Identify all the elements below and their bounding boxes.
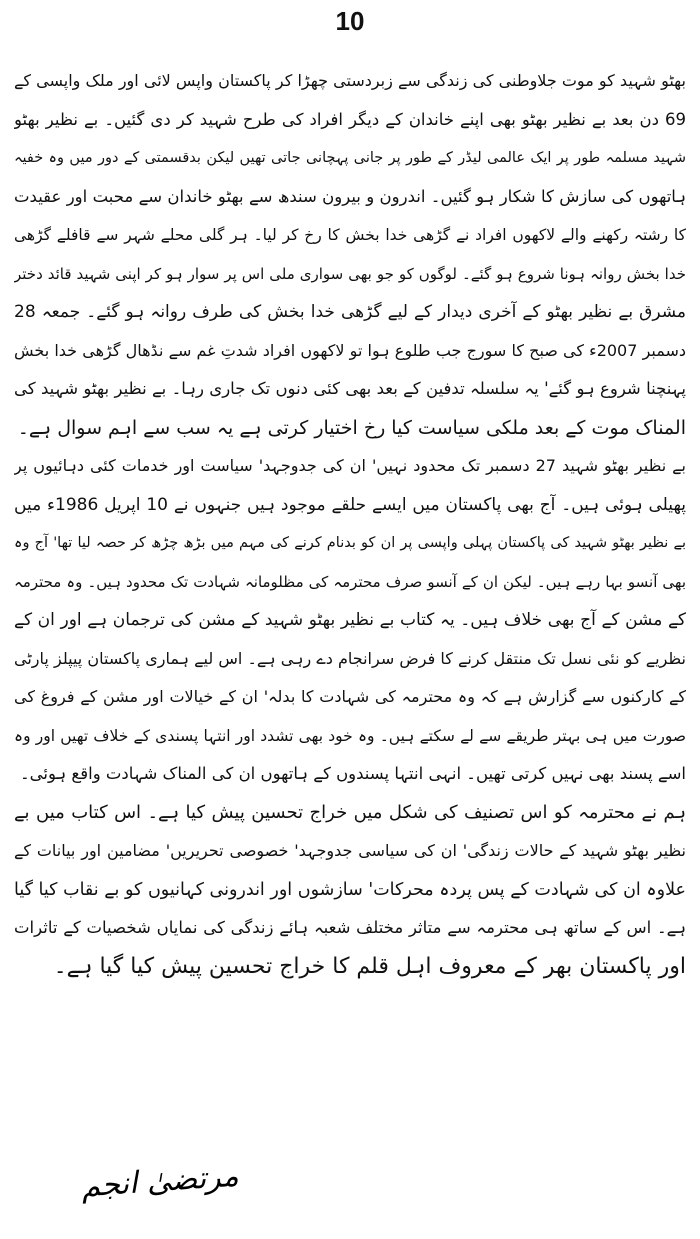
author-signature: مرتضیٰ انجم <box>80 1158 240 1205</box>
text-line: بے نظیر بھٹو شہید 27 دسمبر تک محدود نہیں' ان کی جدوجہد' سیاست اور خدمات کئی دہائیوں پر <box>14 456 686 475</box>
text-line: نظریے کو نئی نسل تک منتقل کرنے کا فرض سرانجام دے رہی ہے۔ اس لیے ہماری پاکستان پیپلز پارٹی <box>14 648 686 668</box>
text-line: ہم نے محترمہ کو اس تصنیف کی شکل میں خراج تحسین پیش کیا ہے۔ اس کتاب میں بے <box>14 801 686 823</box>
text-line: بھٹو شہید کو موت جلاوطنی کی زندگی سے زبردستی چھڑا کر پاکستان واپس لائی اور ملک واپسی کے <box>14 71 686 90</box>
text-line: شہید مسلمہ طور پر ایک عالمی لیڈر کے طور پر جانی پہچانی جاتی تھیں لیکن بدقسمتی کے دور میں وہ خفیہ <box>14 150 686 166</box>
text-line: کا رشتہ رکھنے والے لاکھوں افراد نے گڑھی خدا بخش کا رخ کر لیا۔ ہر گلی محلے شہر سے قافلے گڑھی <box>14 226 686 244</box>
text-line: المناک موت کے بعد ملکی سیاست کیا رخ اختیار کرتی ہے یہ سب سے اہم سوال ہے۔ <box>17 416 686 439</box>
text-line: پھیلی ہوئی ہیں۔ آج بھی پاکستان میں ایسے حلقے موجود ہیں جنہوں نے 10 اپریل 1986ء میں <box>14 494 686 515</box>
text-line: بھی آنسو بہا رہے ہیں۔ لیکن ان کے آنسو صرف محترمہ کی مظلومانہ شہادت تک محدود ہیں۔ وہ محترمہ <box>14 572 686 591</box>
text-line: ہے۔ اس کے ساتھ ہی محترمہ سے متاثر مختلف شعبہ ہائے زندگی کی نمایاں شخصیات کے تاثرات <box>14 918 686 937</box>
text-line: دسمبر 2007ء کی صبح کا سورج جب طلوع ہوا تو لاکھوں افراد شدتِ غم سے نڈھال گڑھی خدا بخش <box>14 340 686 360</box>
text-line: کے کارکنوں سے گزارش ہے کہ وہ محترمہ کی شہادت کا بدلہ' ان کے خیالات اور مشن کے فروغ کی <box>14 687 686 706</box>
text-line: 69 دن بعد بے نظیر بھٹو بھی اپنے خاندان کے دیگر افراد کی طرح شہید کر دی گئیں۔ بے نظیر بھٹو <box>14 109 686 129</box>
text-line: بے نظیر بھٹو شہید کی پاکستان پہلی واپسی پر ان کو بدنام کرنے کی مہم میں بڑھ چڑھ کر حصہ لیا تھا' آج وہ <box>14 535 686 551</box>
page-number: 10 <box>335 6 365 36</box>
text-line: صورت میں ہی بہتر طریقے سے لے سکتے ہیں۔ وہ خود بھی تشدد اور انتہا پسندی کے خلاف تھیں اور وہ <box>14 726 686 745</box>
text-line: اور پاکستان بھر کے معروف اہل قلم کا خراج تحسین پیش کیا گیا ہے۔ <box>53 953 686 979</box>
paragraph-3 <box>14 794 686 987</box>
text-line: ہاتھوں کی سازش کا شکار ہو گئیں۔ اندرون و بیرون سندھ سے بھٹو خاندان سے محبت اور عقیدت <box>14 186 686 206</box>
text-line: علاوہ ان کی شہادت کے پس پردہ محرکات' سازشوں اور اندرونی کہانیوں کو بے نقاب کیا گیا <box>14 879 686 900</box>
body-text <box>14 62 686 986</box>
text-line: مشرق بے نظیر بھٹو کے آخری دیدار کے لیے گڑھی خدا بخش کی طرف روانہ ہو گئے۔ جمعہ 28 <box>14 302 686 322</box>
text-line: کے مشن کے آج بھی خلاف ہیں۔ یہ کتاب بے نظیر بھٹو شہید کے مشن کی ترجمان ہے اور ان کے <box>14 610 686 630</box>
paragraph-2 <box>14 447 686 794</box>
text-line: پہنچنا شروع ہو گئے' یہ سلسلہ تدفین کے بعد بھی کئی دنوں تک جاری رہا۔ بے نظیر بھٹو شہید کی <box>14 379 686 398</box>
paragraph-1 <box>14 62 686 447</box>
text-line: اسے پسند بھی نہیں کرتی تھیں۔ انہی انتہا پسندوں کے ہاتھوں ان کی المناک شہادت واقع ہوئی۔ <box>19 764 686 783</box>
text-line: خدا بخش روانہ ہونا شروع ہو گئے۔ لوگوں کو جو بھی سواری ملی اس پر سوار ہو کر اپنی شہید قائد دختر <box>14 264 686 283</box>
text-line: نظیر بھٹو شہید کے حالات زندگی' ان کی سیاسی جدوجہد' خصوصی تحریریں' مضامین اور بیانات کے <box>14 841 686 860</box>
